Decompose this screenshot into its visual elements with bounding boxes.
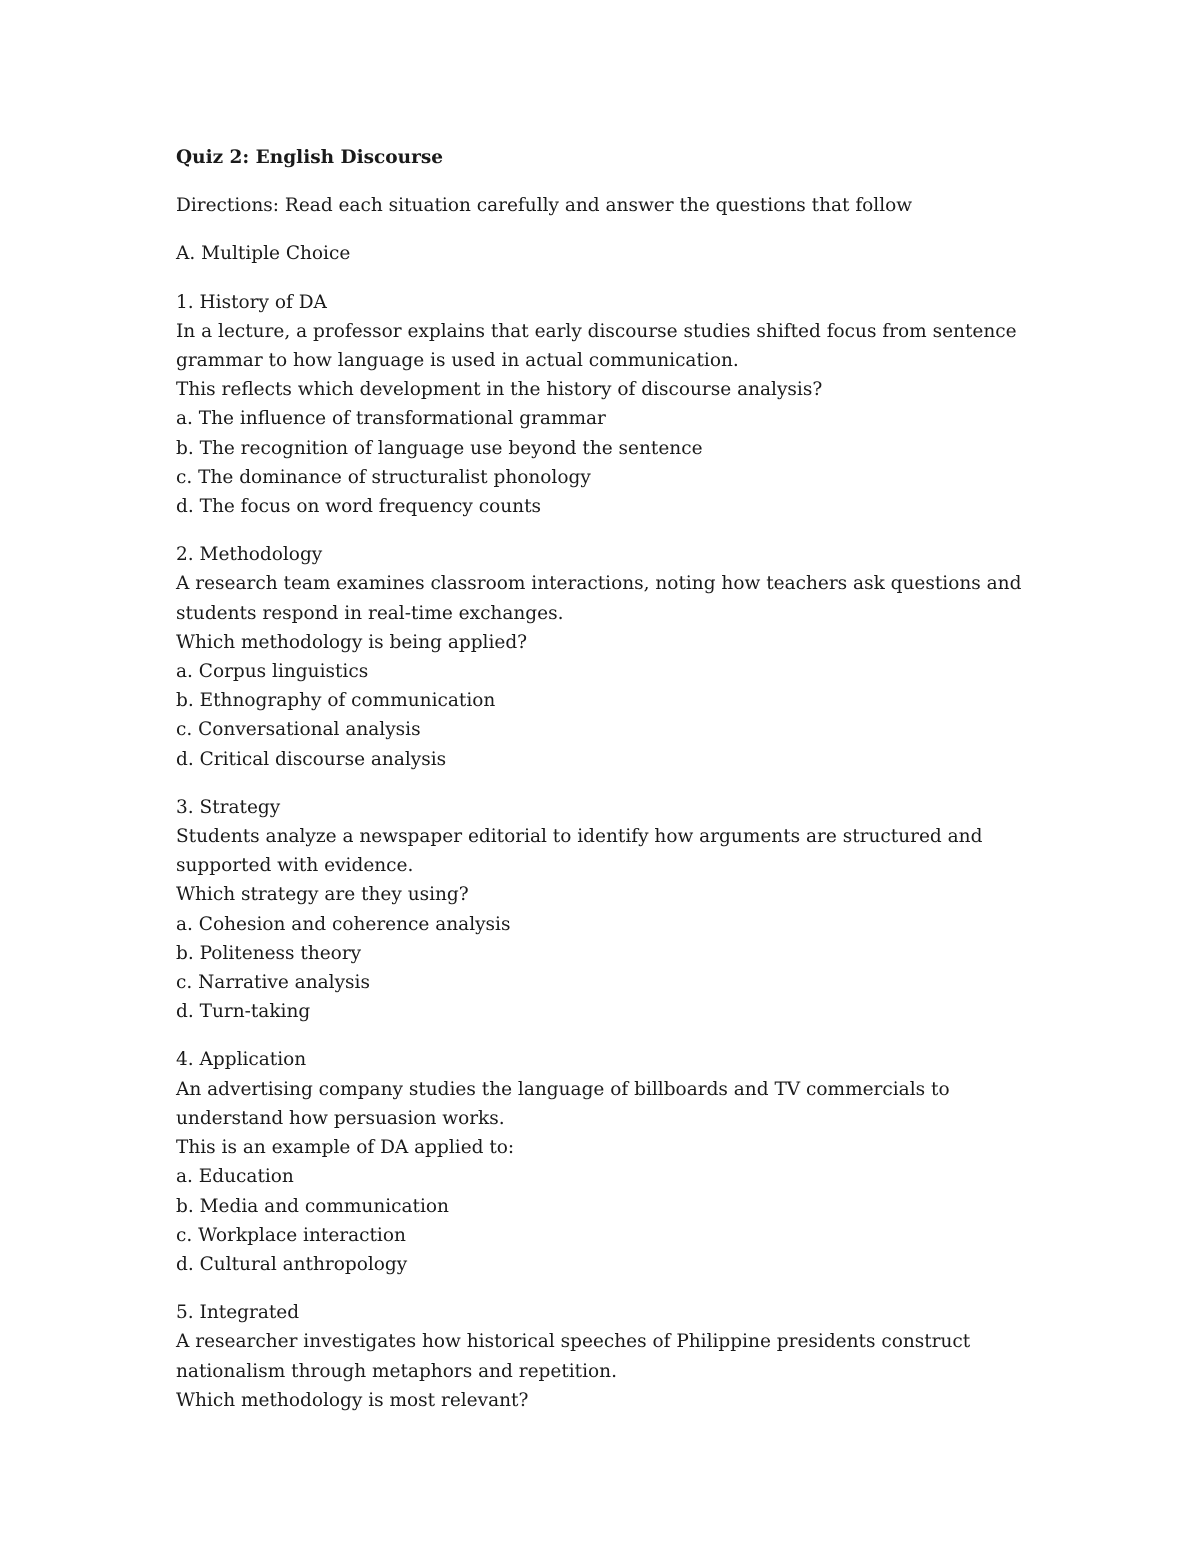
answer-option: c. Workplace interaction xyxy=(176,1224,406,1246)
section-heading: A. Multiple Choice xyxy=(176,243,351,265)
document-title: Quiz 2: English Discourse xyxy=(176,147,444,168)
question-scenario-line: understand how persuasion works. xyxy=(176,1107,505,1129)
answer-option: b. Media and communication xyxy=(176,1195,449,1217)
answer-option: d. Cultural anthropology xyxy=(176,1253,408,1275)
directions-text: Directions: Read each situation carefully and answer the questions that follow xyxy=(176,195,913,217)
question-block xyxy=(176,1045,1076,1279)
document-page xyxy=(176,143,1076,1415)
answer-option: a. The influence of transformational grammar xyxy=(176,408,606,430)
answer-option: d. The focus on word frequency counts xyxy=(176,496,542,518)
question-scenario-line: grammar to how language is used in actual communication. xyxy=(176,350,739,372)
answer-option: d. Turn-taking xyxy=(176,1001,311,1023)
answer-option: b. Ethnography of communication xyxy=(176,690,496,712)
question-prompt: This is an example of DA applied to: xyxy=(176,1137,515,1159)
answer-option: a. Cohesion and coherence analysis xyxy=(176,913,511,935)
question-block xyxy=(176,540,1076,774)
question-list xyxy=(176,288,1076,1415)
answer-option: c. Narrative analysis xyxy=(176,972,370,994)
question-prompt: Which strategy are they using? xyxy=(176,884,469,906)
question-heading: 3. Strategy xyxy=(176,796,281,818)
question-scenario-line: nationalism through metaphors and repetition. xyxy=(176,1360,617,1382)
question-prompt: Which methodology is being applied? xyxy=(176,631,528,653)
answer-option: a. Corpus linguistics xyxy=(176,661,369,683)
question-heading: 4. Application xyxy=(176,1049,307,1071)
question-block xyxy=(176,288,1076,522)
answer-option: c. Conversational analysis xyxy=(176,719,421,741)
answer-option: a. Education xyxy=(176,1166,294,1188)
question-prompt: Which methodology is most relevant? xyxy=(176,1389,529,1411)
question-block xyxy=(176,793,1076,1027)
answer-option: b. Politeness theory xyxy=(176,942,362,964)
question-block xyxy=(176,1298,1076,1415)
question-scenario-line: supported with evidence. xyxy=(176,855,414,877)
answer-option: d. Critical discourse analysis xyxy=(176,748,447,770)
question-scenario-line: A researcher investigates how historical speeches of Philippine presidents construct xyxy=(176,1331,971,1353)
question-scenario-line: A research team examines classroom interactions, noting how teachers ask questions and xyxy=(176,573,1022,595)
question-heading: 5. Integrated xyxy=(176,1302,300,1324)
question-scenario-line: In a lecture, a professor explains that early discourse studies shifted focus from sentence xyxy=(176,320,1017,342)
question-heading: 2. Methodology xyxy=(176,544,323,566)
question-scenario-line: Students analyze a newspaper editorial to identify how arguments are structured and xyxy=(176,826,983,848)
answer-option: b. The recognition of language use beyond the sentence xyxy=(176,437,703,459)
question-scenario-line: students respond in real-time exchanges. xyxy=(176,602,564,624)
answer-option: c. The dominance of structuralist phonology xyxy=(176,466,591,488)
question-scenario-line: An advertising company studies the language of billboards and TV commercials to xyxy=(176,1078,950,1100)
question-prompt: This reflects which development in the history of discourse analysis? xyxy=(176,379,823,401)
question-heading: 1. History of DA xyxy=(176,291,327,313)
